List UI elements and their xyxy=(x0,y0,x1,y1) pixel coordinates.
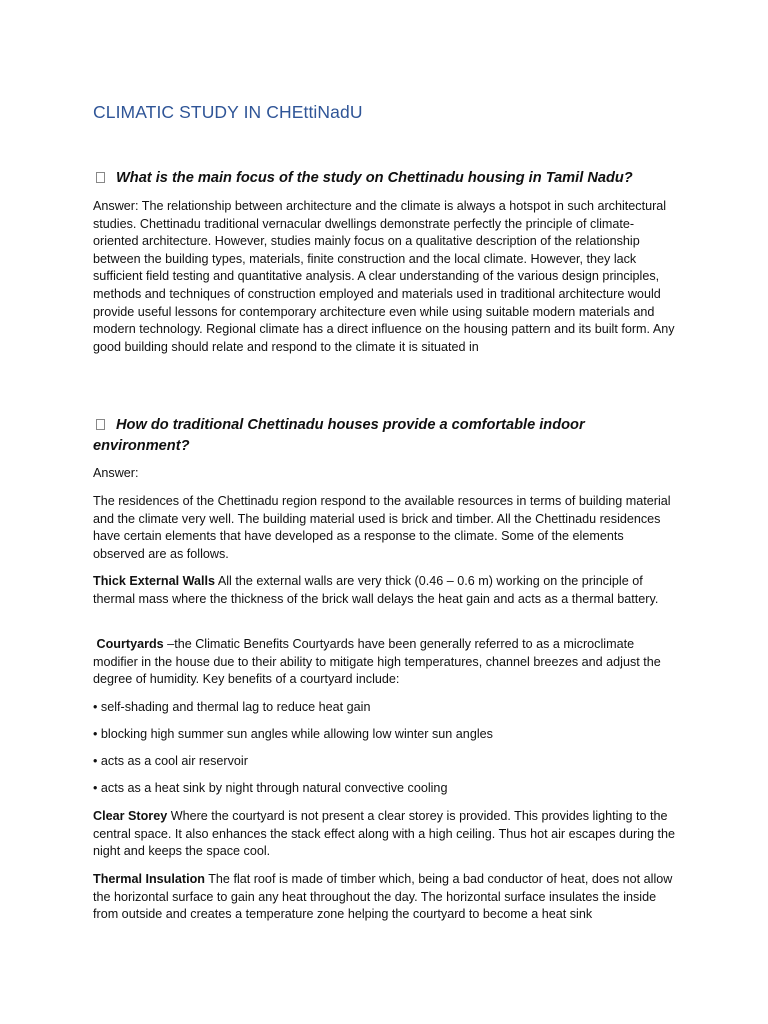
thermal-insulation-paragraph xyxy=(93,871,677,924)
bullet-item: • blocking high summer sun angles while allowing low winter sun angles xyxy=(93,727,493,741)
courtyards-paragraph xyxy=(93,636,677,689)
bullet-item: • self-shading and thermal lag to reduce heat gain xyxy=(93,700,371,714)
question-1-text: What is the main focus of the study on Chettinadu housing in Tamil Nadu? xyxy=(116,170,633,186)
courtyards-heading: Courtyards xyxy=(96,637,164,651)
question-2-text: How do traditional Chettinadu houses provide a comfortable indoor environment? xyxy=(93,417,585,454)
thermal-insulation-heading: Thermal Insulation xyxy=(93,872,205,886)
question-1-heading xyxy=(93,168,683,189)
thick-walls-paragraph xyxy=(93,573,677,608)
checkbox-glyph-icon xyxy=(96,419,105,430)
thick-walls-text: All the external walls are very thick (0.46 – 0.6 m) working on the principle of thermal mass where the thickness of the brick wall delays the heat gain and acts as a thermal battery. xyxy=(93,574,659,606)
clear-storey-heading: Clear Storey xyxy=(93,809,168,823)
clear-storey-paragraph xyxy=(93,808,677,861)
clear-storey-text: Where the courtyard is not present a clear storey is provided. This provides lighting to the central space. It also enhances the stack effect along with a high ceiling. Thus hot air escapes during the night and keeps the space cool. xyxy=(93,809,675,859)
courtyards-text: –the Climatic Benefits Courtyards have been generally referred to as a microclimate modifier in the house due to their ability to mitigate high temperatures, channel breezes and adjust the degree of humidity. Key benefits of a courtyard include: xyxy=(93,637,661,687)
page-title: CLIMATIC STUDY IN CHEttiNadU xyxy=(93,102,363,122)
answer-2-intro: The residences of the Chettinadu region respond to the available resources in terms of building material and the climate very well. The building material used is brick and timber. All the Chettinadu residences have certain elements that have developed as a response to the climate. Some of the elements observed are as follows. xyxy=(93,494,671,561)
answer-2-label: Answer: xyxy=(93,466,139,480)
checkbox-glyph-icon xyxy=(96,172,105,183)
answer-1-paragraph: Answer: The relationship between architecture and the climate is always a hotspot in such architectural studies. Chettinadu traditional vernacular dwellings demonstrate perfectly the principle of climate-oriented architecture. However, studies mainly focus on a qualitative description of the relationship between the building types, materials, finite construction and the local climate. However, they lack sufficient field testing and quantitative analysis. A clear understanding of the various design principles, methods and techniques of construction employed and materials used in traditional architecture would provide useful lessons for contemporary architecture even while using suitable modern materials and modern technology. Regional climate has a direct influence on the housing pattern and its built form. Any good building should relate and respond to the climate it is situated in xyxy=(93,199,675,354)
thick-walls-heading: Thick External Walls xyxy=(93,574,216,588)
bullet-item: • acts as a heat sink by night through natural convective cooling xyxy=(93,781,448,795)
thermal-insulation-text: The flat roof is made of timber which, being a bad conductor of heat, does not allow the horizontal surface to gain any heat throughout the day. The horizontal surface insulates the inside from outside and creates a temperature zone helping the courtyard to become a heat sink xyxy=(93,872,673,922)
question-2-heading xyxy=(93,415,683,457)
bullet-item: • acts as a cool air reservoir xyxy=(93,754,248,768)
